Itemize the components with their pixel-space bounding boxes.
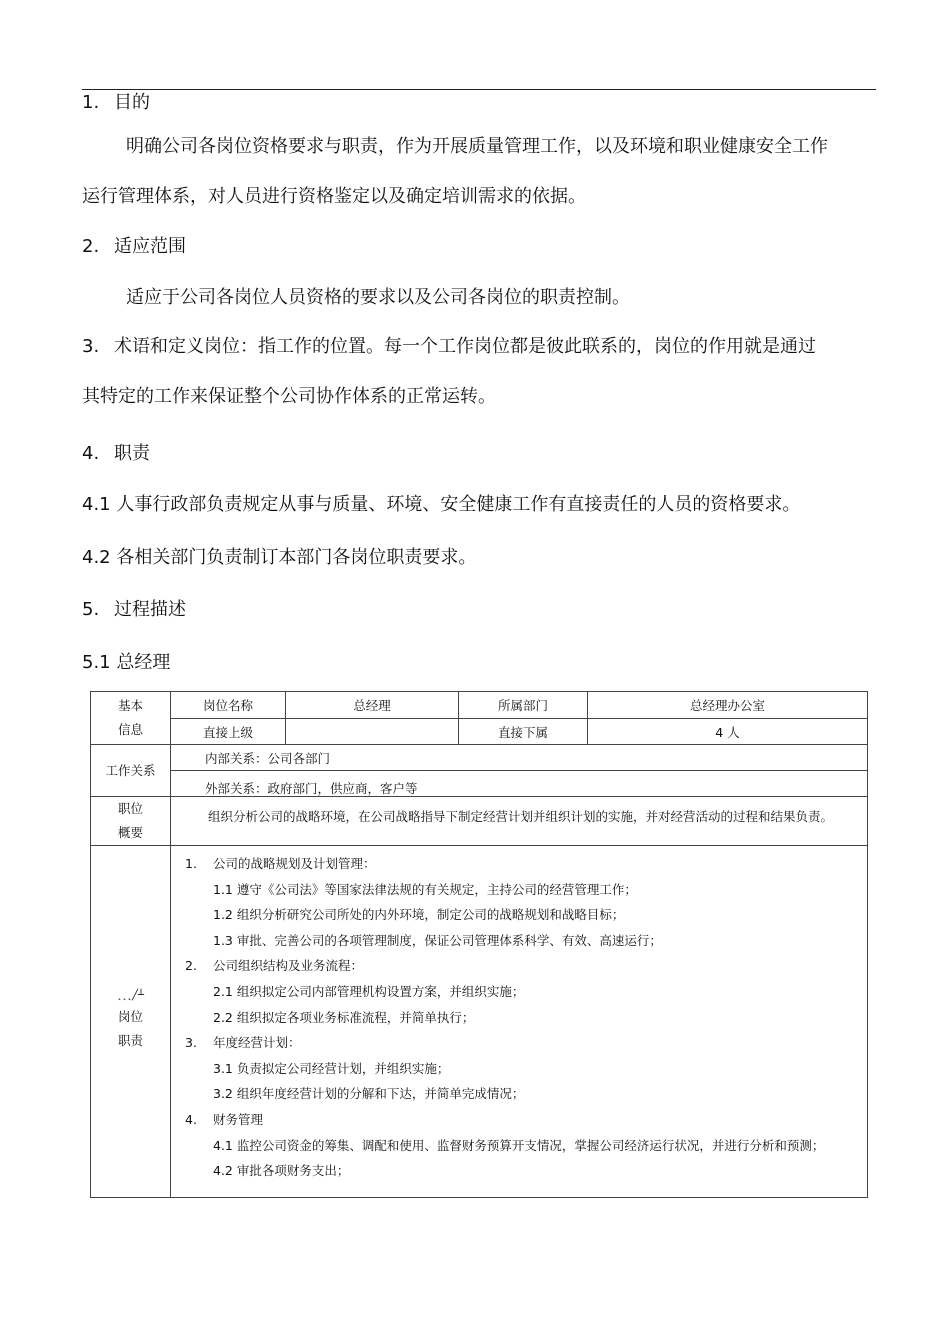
duty-item: 3.1 负责拟定公司经营计划，并组织实施； [213, 1060, 450, 1076]
position-summary-text: 组织分析公司的战略环境，在公司战略指导下制定经营计划并组织计划的实施，并对经营活动的过程和结果负责。 [208, 809, 834, 824]
position-duties-cell [171, 846, 868, 1198]
duty-item: 2.2 组织拟定各项业务标准流程，并简单执行； [213, 1009, 475, 1025]
subordinate-value: 4 人 [588, 719, 868, 745]
internal-relations: 内部关系：公司各部门 [205, 751, 331, 766]
duty-heading: 3. 年度经营计划： [185, 1035, 301, 1051]
work-relations-label: 工作关系 [91, 745, 171, 797]
section-2-text: 适应于公司各岗位人员资格的要求以及公司各岗位的职责控制。 [126, 287, 630, 308]
section-5-1-heading: 5.1 总经理 [82, 652, 171, 673]
duty-item: 1.3 审批、完善公司的各项管理制度，保证公司管理体系科学、有效、高速运行； [213, 932, 662, 948]
duty-heading: 1. 公司的战略规划及计划管理： [185, 856, 376, 871]
duty-heading: 2. 公司组织结构及业务流程： [185, 958, 364, 974]
superior-value [286, 719, 459, 745]
duty-item: 4.1 监控公司资金的筹集、调配和使用、监督财务预算开支情况，掌握公司经济运行状况，并进行分析和预测； [213, 1137, 825, 1153]
position-duties-label: ˛˛˛╱┴ 岗位 职责 [91, 846, 171, 1198]
section-1-heading: 1. 目的 [82, 92, 150, 113]
section-3-line1: 3. 术语和定义岗位：指工作的位置。每一个工作岗位都是彼此联系的，岗位的作用就是通过 [82, 336, 816, 357]
department-value: 总经理办公室 [588, 692, 868, 719]
section-2-heading: 2. 适应范围 [82, 236, 186, 257]
subordinate-label: 直接下属 [459, 719, 588, 745]
section-1-text-line1: 明确公司各岗位资格要求与职责，作为开展质量管理工作，以及环境和职业健康安全工作 [126, 136, 828, 157]
duty-item: 1.2 组织分析研究公司所处的内外环境，制定公司的战略规划和战略目标； [213, 907, 625, 923]
section-4-item1: 4.1 人事行政部负责规定从事与质量、环境、安全健康工作有直接责任的人员的资格要求。 [82, 494, 801, 515]
section-1-text-line2: 运行管理体系，对人员进行资格鉴定以及确定培训需求的依据。 [82, 186, 586, 207]
position-name-label: 岗位名称 [171, 692, 286, 719]
section-4-heading: 4. 职责 [82, 443, 150, 464]
header-rule [82, 89, 876, 90]
department-label: 所属部门 [459, 692, 588, 719]
job-description-table [90, 691, 868, 1198]
duty-item: 2.1 组织拟定公司内部管理机构设置方案，并组织实施； [213, 983, 525, 999]
section-5-heading: 5. 过程描述 [82, 599, 186, 620]
work-relations-cell [171, 745, 868, 797]
position-summary-cell [171, 797, 868, 846]
label-artifact: ˛˛˛╱┴ [116, 989, 145, 1001]
section-3-line2: 其特定的工作来保证整个公司协作体系的正常运转。 [82, 386, 496, 407]
duty-heading: 4. 财务管理 [185, 1111, 264, 1127]
duty-item: 4.2 审批各项财务支出； [213, 1163, 350, 1179]
basic-info-label: 基本 信息 [91, 692, 171, 745]
position-name-value: 总经理 [286, 692, 459, 719]
duty-item: 3.2 组织年度经营计划的分解和下达，并简单完成情况； [213, 1086, 525, 1102]
position-summary-label: 职位 概要 [91, 797, 171, 846]
section-4-item2: 4.2 各相关部门负责制订本部门各岗位职责要求。 [82, 547, 477, 568]
duty-item: 1.1 遵守《公司法》等国家法律法规的有关规定，主持公司的经营管理工作； [213, 881, 637, 897]
external-relations: 外部关系：政府部门，供应商，客户等 [171, 770, 867, 796]
superior-label: 直接上级 [171, 719, 286, 745]
